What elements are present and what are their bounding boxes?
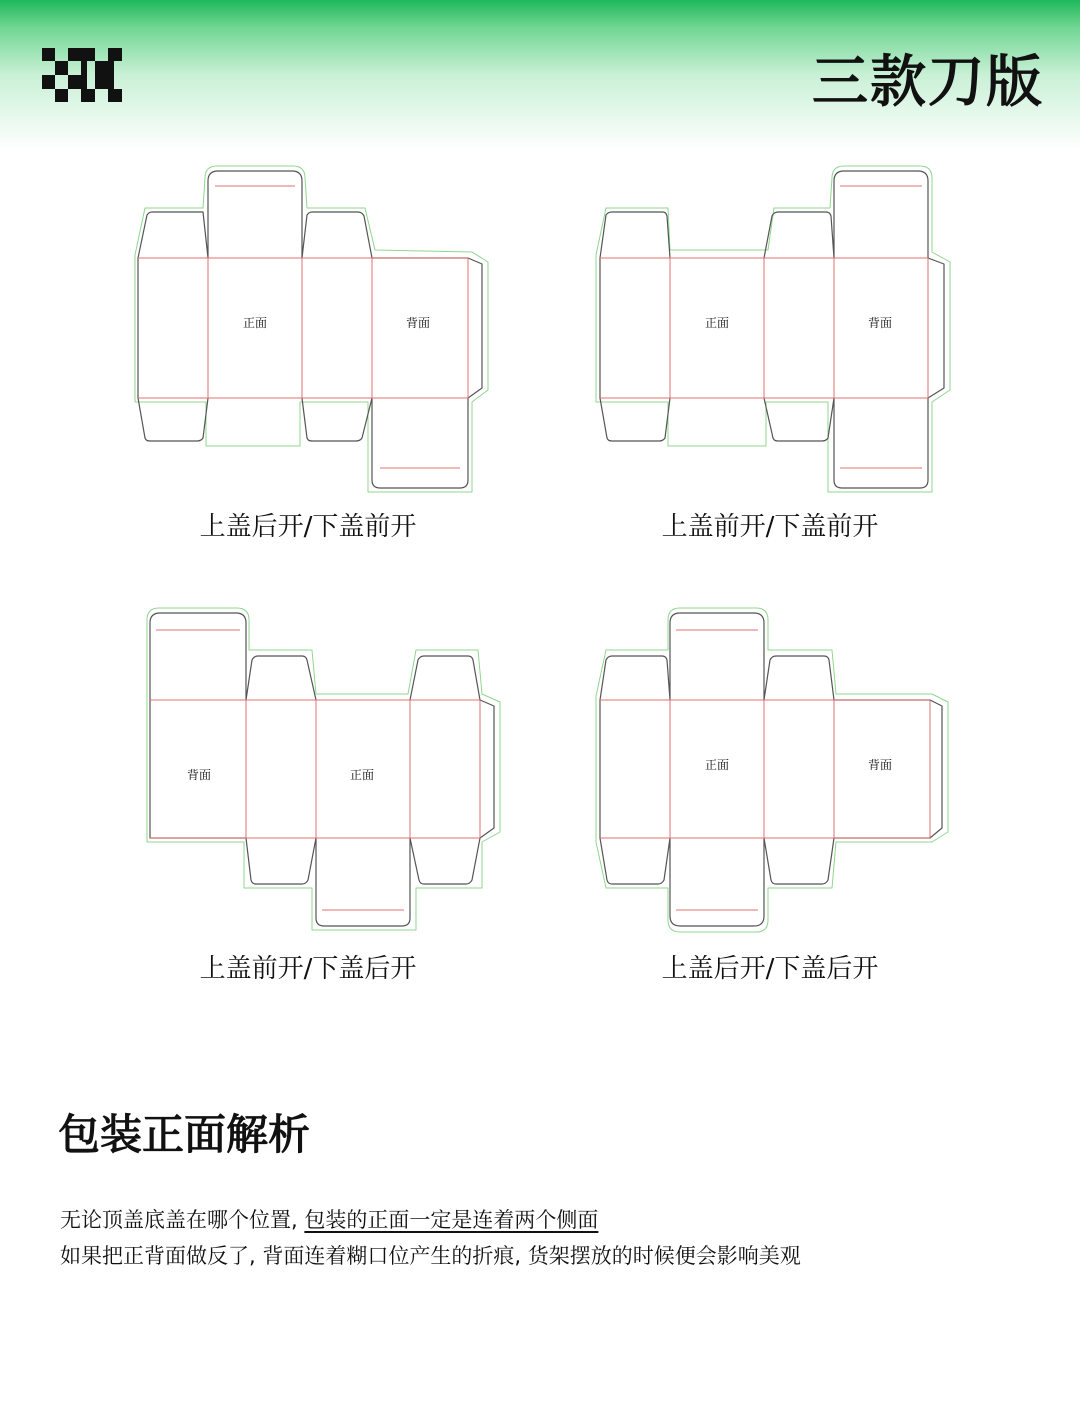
dieline-4 <box>590 600 960 940</box>
dieline-2-label-back: 背面 <box>867 316 893 330</box>
dieline-4-caption: 上盖后开/下盖后开 <box>661 954 879 984</box>
dieline-3 <box>140 600 510 940</box>
body-line-1-emphasis: 包装的正面一定是连着两个侧面 <box>304 1208 599 1232</box>
dieline-1-label-back: 背面 <box>405 316 431 330</box>
body-line-1 <box>60 1204 598 1234</box>
dieline-1 <box>130 160 490 500</box>
dieline-3-label-front: 正面 <box>349 768 375 782</box>
dieline-3-caption: 上盖前开/下盖后开 <box>199 954 417 984</box>
dieline-2 <box>590 160 960 500</box>
dieline-4-label-back: 背面 <box>867 758 893 772</box>
dieline-1-outline <box>135 166 488 492</box>
dieline-1-caption: 上盖后开/下盖前开 <box>199 512 417 542</box>
page-title: 三款刀版 <box>812 50 1044 115</box>
dieline-2-caption: 上盖前开/下盖前开 <box>661 512 879 542</box>
dieline-4-label-front: 正面 <box>704 758 730 772</box>
brand-logo-icon <box>42 48 122 102</box>
dieline-2-label-front: 正面 <box>704 316 730 330</box>
section-title: 包装正面解析 <box>58 1110 311 1159</box>
dieline-1-label-front: 正面 <box>242 316 268 330</box>
dieline-2-cut <box>600 171 944 488</box>
body-line-2: 如果把正背面做反了, 背面连着糊口位产生的折痕, 货架摆放的时候便会影响美观 <box>60 1244 801 1268</box>
body-line-1-plain: 无论顶盖底盖在哪个位置, <box>60 1208 305 1232</box>
dieline-3-label-back: 背面 <box>186 768 212 782</box>
dieline-1-cut <box>138 171 482 488</box>
